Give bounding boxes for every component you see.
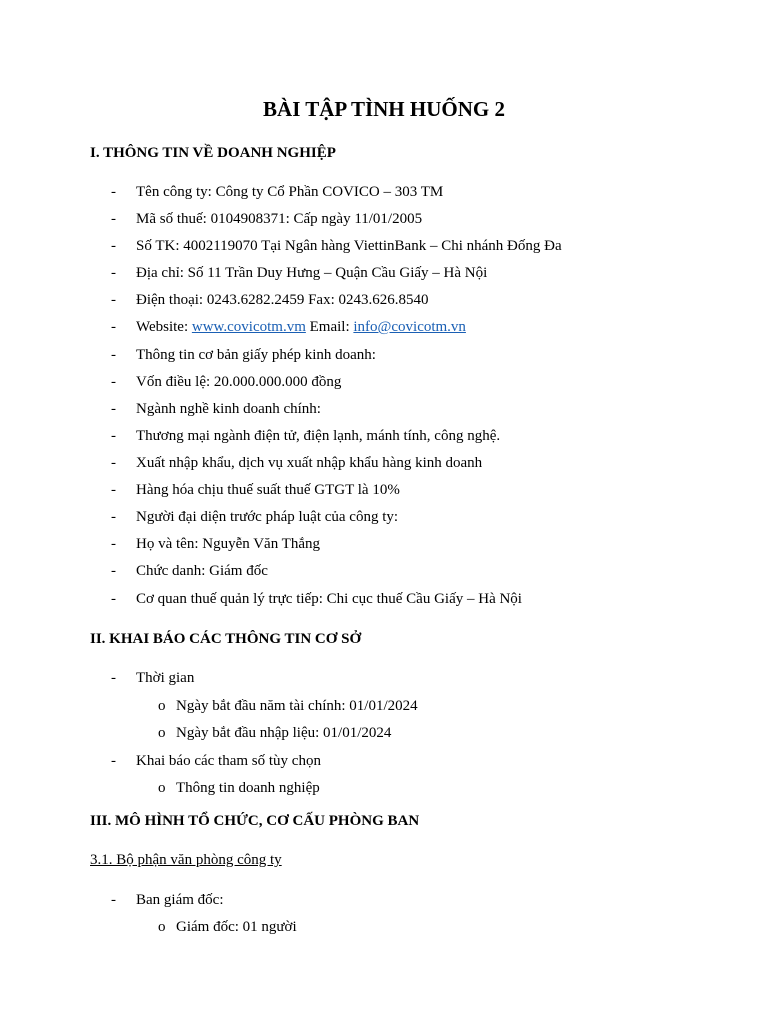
list-item-company-name: Tên công ty: Công ty Cổ Phần COVICO – 303 TM (136, 184, 444, 200)
list-item-website-email (136, 317, 466, 337)
list-item-business-lines: Ngành nghề kinh doanh chính: (136, 401, 321, 417)
list-item-tax-authority: Cơ quan thuế quản lý trực tiếp: Chi cục thuế Cầu Giấy – Hà Nội (136, 591, 522, 607)
bullet-dash: - (111, 184, 116, 200)
list-item-time: Thời gian (136, 670, 195, 686)
sub-bullet-circle: o (158, 725, 166, 741)
bullet-dash: - (111, 670, 116, 686)
website-link[interactable]: www.covicotm.vm (191, 319, 306, 335)
bullet-dash: - (111, 211, 116, 227)
list-item-license-info: Thông tin cơ bản giấy phép kinh doanh: (136, 347, 376, 363)
list-item-full-name: Họ và tên: Nguyễn Văn Thắng (136, 536, 320, 552)
list-item-legal-rep: Người đại diện trước pháp luật của công ty: (136, 509, 399, 525)
sub-item-data-entry-start: Ngày bắt đầu nhập liệu: 01/01/2024 (176, 725, 392, 741)
bullet-dash: - (111, 753, 116, 769)
document-title: BÀI TẬP TÌNH HUỐNG 2 (263, 97, 505, 121)
website-label: Website: (136, 319, 192, 335)
bullet-dash: - (111, 319, 116, 335)
bullet-dash: - (111, 401, 116, 417)
list-item-position: Chức danh: Giám đốc (136, 563, 268, 579)
email-link[interactable]: info@covicotm.vn (353, 319, 466, 335)
email-label: Email: (305, 319, 354, 335)
section-3-1-subheading: 3.1. Bộ phận văn phòng công ty (90, 852, 282, 868)
bullet-dash: - (111, 591, 116, 607)
list-item-charter-capital: Vốn điều lệ: 20.000.000.000 đồng (136, 374, 342, 390)
list-item-bank-account: Số TK: 4002119070 Tại Ngân hàng ViettinBank – Chi nhánh Đống Đa (136, 238, 562, 254)
bullet-dash: - (111, 265, 116, 281)
bullet-dash: - (111, 238, 116, 254)
list-item-address: Địa chỉ: Số 11 Trần Duy Hưng – Quận Cầu Giấy – Hà Nội (136, 265, 488, 281)
section-3-heading: III. MÔ HÌNH TỔ CHỨC, CƠ CẤU PHÒNG BAN (90, 813, 420, 829)
sub-item-company-info: Thông tin doanh nghiệp (176, 780, 320, 796)
bullet-dash: - (111, 428, 116, 444)
bullet-dash: - (111, 374, 116, 390)
section-1-heading: I. THÔNG TIN VỀ DOANH NGHIỆP (90, 145, 336, 161)
sub-bullet-circle: o (158, 919, 166, 935)
list-item-phone-fax: Điện thoại: 0243.6282.2459 Fax: 0243.626.8540 (136, 292, 429, 308)
bullet-dash: - (111, 509, 116, 525)
sub-item-director: Giám đốc: 01 người (176, 919, 297, 935)
bullet-dash: - (111, 892, 116, 908)
bullet-dash: - (111, 347, 116, 363)
section-2-heading: II. KHAI BÁO CÁC THÔNG TIN CƠ SỞ (90, 631, 362, 647)
sub-bullet-circle: o (158, 698, 166, 714)
bullet-dash: - (111, 292, 116, 308)
list-item-vat: Hàng hóa chịu thuế suất thuế GTGT là 10% (136, 482, 400, 498)
list-item-trade: Thương mại ngành điện tử, điện lạnh, mánh tính, công nghệ. (136, 428, 501, 444)
sub-bullet-circle: o (158, 780, 166, 796)
list-item-board: Ban giám đốc: (136, 892, 224, 908)
bullet-dash: - (111, 455, 116, 471)
bullet-dash: - (111, 482, 116, 498)
bullet-dash: - (111, 563, 116, 579)
bullet-dash: - (111, 536, 116, 552)
list-item-tax-code: Mã số thuế: 0104908371: Cấp ngày 11/01/2005 (136, 211, 423, 227)
sub-item-fiscal-year-start: Ngày bắt đầu năm tài chính: 01/01/2024 (176, 698, 418, 714)
list-item-options: Khai báo các tham số tùy chọn (136, 753, 321, 769)
list-item-import-export: Xuất nhập khẩu, dịch vụ xuất nhập khẩu hàng kinh doanh (136, 455, 483, 471)
